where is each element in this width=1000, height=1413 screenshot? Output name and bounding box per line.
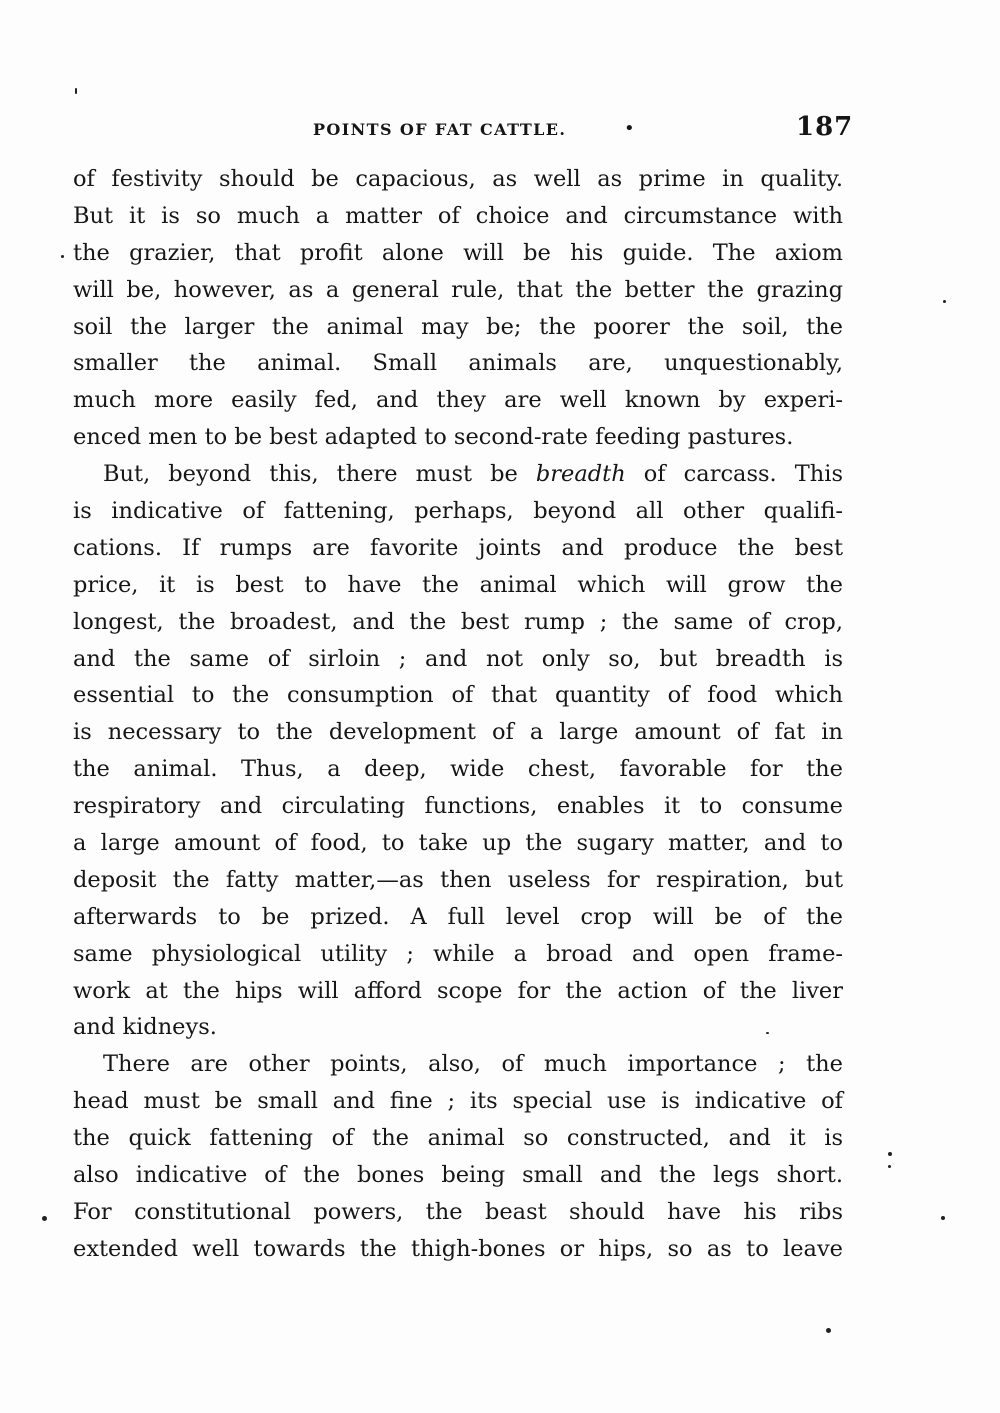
text-line: is necessary to the development of a large amount of fat in [73,719,843,746]
text-line: same physiological utility ; while a broad and open frame- [73,940,843,967]
body-text [73,161,843,1268]
text-line: For constitutional powers, the beast should have his ribs [73,1198,843,1225]
text-line: soil the larger the animal may be; the poorer the soil, the [73,313,843,340]
text-line: and kidneys. [73,1014,217,1041]
text-line: longest, the broadest, and the best rump ; the same of crop, [73,608,843,635]
text-line: and the same of sirloin ; and not only so, but breadth is [73,645,843,672]
text-line: the animal. Thus, a deep, wide chest, favorable for the [73,756,843,783]
text-line: enced men to be best adapted to second-rate feeding pastures. [73,424,794,451]
text-line: a large amount of food, to take up the sugary matter, and to [73,830,843,857]
scan-speck [75,88,77,94]
running-title: POINTS OF FAT CATTLE. [313,120,567,139]
scan-speck [943,300,946,303]
text-line: work at the hips will afford scope for the action of the liver [73,977,843,1004]
text-line: extended well towards the thigh-bones or hips, so as to leave [73,1235,843,1262]
scan-speck [826,1328,831,1333]
emphasis-breadth: breadth [535,461,626,488]
text-line: is indicative of fattening, perhaps, beyond all other qualifi- [73,498,843,525]
text-line: of festivity should be capacious, as well as prime in quality. [73,166,843,192]
text-line: head must be small and fine ; its special use is indicative of [73,1088,843,1115]
text-line: price, it is best to have the animal which will grow the [73,571,843,598]
running-header [0,112,1000,146]
text-segment: But, beyond this, there must be [103,461,536,488]
header-bullet: • [624,118,635,139]
text-line: also indicative of the bones being small and the legs short. [73,1162,843,1189]
text-line: much more easily fed, and they are well known by experi- [73,387,843,414]
text-line: respiratory and circulating functions, enables it to consume [73,793,843,820]
text-line: smaller the animal. Small animals are, unquestionably, [73,350,843,377]
scan-speck [766,1032,769,1034]
scan-speck [888,1165,891,1168]
scan-speck [888,1152,892,1156]
text-line: will be, however, as a general rule, that the better the grazing [73,276,843,303]
page-number: 187 [796,112,854,142]
text-segment: of carcass. This [625,461,843,488]
text-line: essential to the consumption of that quantity of food which [73,682,843,709]
text-line: afterwards to be prized. A full level crop will be of the [73,903,843,930]
text-line: the quick fattening of the animal so constructed, and it is [73,1125,843,1152]
text-line: There are other points, also, of much importance ; the [103,1051,843,1078]
text-line: deposit the fatty matter,—as then useless for respiration, but [73,866,843,893]
scan-speck [941,1216,945,1220]
text-line: But it is so much a matter of choice and circumstance with [73,202,843,229]
text-line [73,456,843,493]
text-line: cations. If rumps are favorite joints and produce the best [73,534,843,561]
text-line: the grazier, that profit alone will be his guide. The axiom [73,239,843,266]
scan-speck [42,1216,47,1221]
scan-speck [61,255,64,258]
